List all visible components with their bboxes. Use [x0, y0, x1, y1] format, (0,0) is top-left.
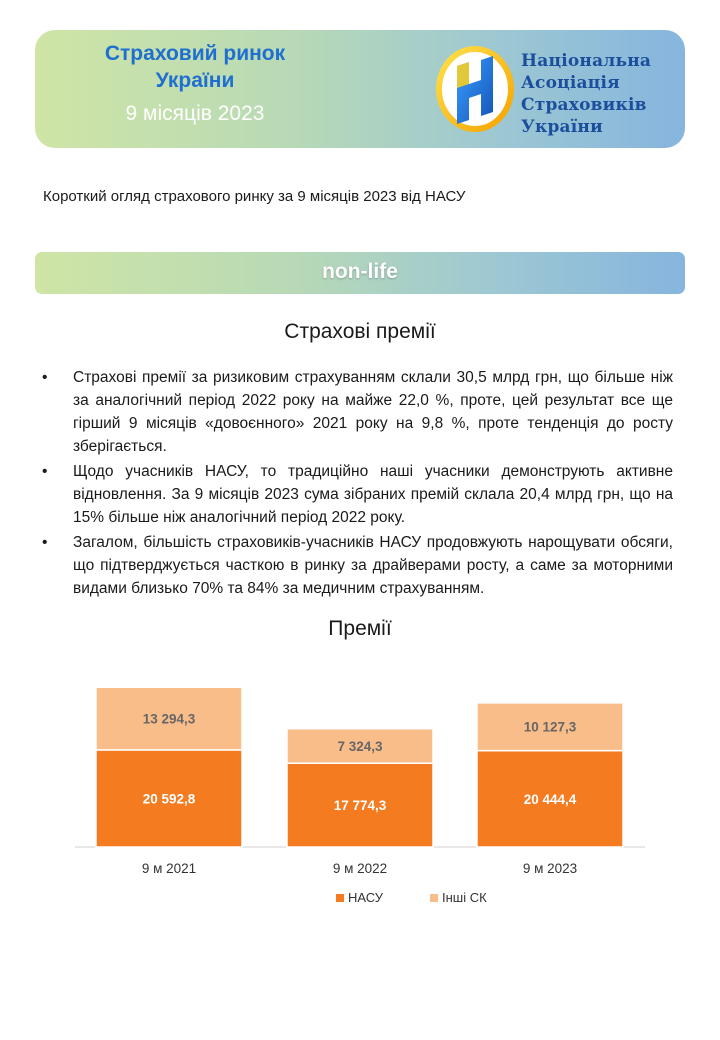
list-item — [40, 531, 673, 600]
list-item — [40, 366, 673, 458]
bullet-text: Загалом, більшість страховиків-учасників НАСУ продовжують нарощувати обсяги, що підтверджується часткою в ринку за драйверами росту, а саме за моторними видами близько 70% та 84% за медичним страхуванням. — [73, 534, 673, 597]
report-title-line2: України — [155, 69, 235, 92]
legend-swatch-1 — [430, 894, 438, 902]
report-title-line1: Страховий ринок — [104, 42, 286, 65]
logo-line-4: України — [521, 117, 603, 137]
data-label: 13 294,3 — [142, 711, 196, 727]
bullet-icon: • — [42, 463, 48, 480]
x-tick-label: 9 м 2023 — [522, 861, 578, 876]
bullet-text: Страхові премії за ризиковим страхуванням склали 30,5 млрд грн, що більше ніж за аналогічний період 2022 року на майже 22,0 %, проте, цей результат все ще гірший 9 місяців «довоєнного» 2021 року на 9,8 %, проте тенденція до росту зберігається. — [73, 369, 673, 455]
intro-text: Короткий огляд страхового ринку за 9 місяців 2023 від НАСУ — [43, 188, 466, 205]
chart-title: Премії — [328, 617, 392, 640]
header-banner — [35, 30, 685, 148]
data-label: 10 127,3 — [523, 719, 577, 735]
logo-line-1: Національна — [521, 51, 652, 71]
report-title — [95, 40, 295, 94]
x-tick-label: 9 м 2022 — [332, 861, 388, 876]
bullet-text: Щодо учасників НАСУ, то традиційно наші учасники демонструють активне відновлення. За 9 місяців 2023 сума зібраних премій склала 20,4 млрд грн, що на 15% більше ніж аналогічний період 2022 року. — [73, 463, 673, 526]
nasu-logo-icon — [435, 46, 515, 132]
data-label: 7 324,3 — [337, 738, 383, 754]
legend-swatch-0 — [336, 894, 344, 902]
section-banner — [35, 252, 685, 294]
subheading-premiums: Страхові премії — [284, 320, 436, 343]
legend-label: НАСУ — [348, 890, 383, 905]
list-item — [40, 460, 673, 529]
logo-line-2: Асоціація — [521, 73, 620, 93]
premiums-chart — [0, 660, 720, 930]
data-label: 17 774,3 — [333, 798, 387, 814]
x-tick-label: 9 м 2021 — [141, 861, 197, 876]
report-period: 9 місяців 2023 — [125, 102, 265, 125]
legend-label: Інші СК — [442, 890, 487, 905]
data-label: 20 592,8 — [142, 791, 196, 807]
data-label: 20 444,4 — [523, 791, 577, 807]
nasu-logo-text — [521, 50, 651, 138]
logo-line-3: Страховиків — [521, 95, 647, 115]
bullet-list — [40, 366, 673, 602]
section-title: non-life — [322, 260, 398, 283]
bullet-icon: • — [42, 534, 48, 551]
bullet-icon: • — [42, 369, 48, 386]
